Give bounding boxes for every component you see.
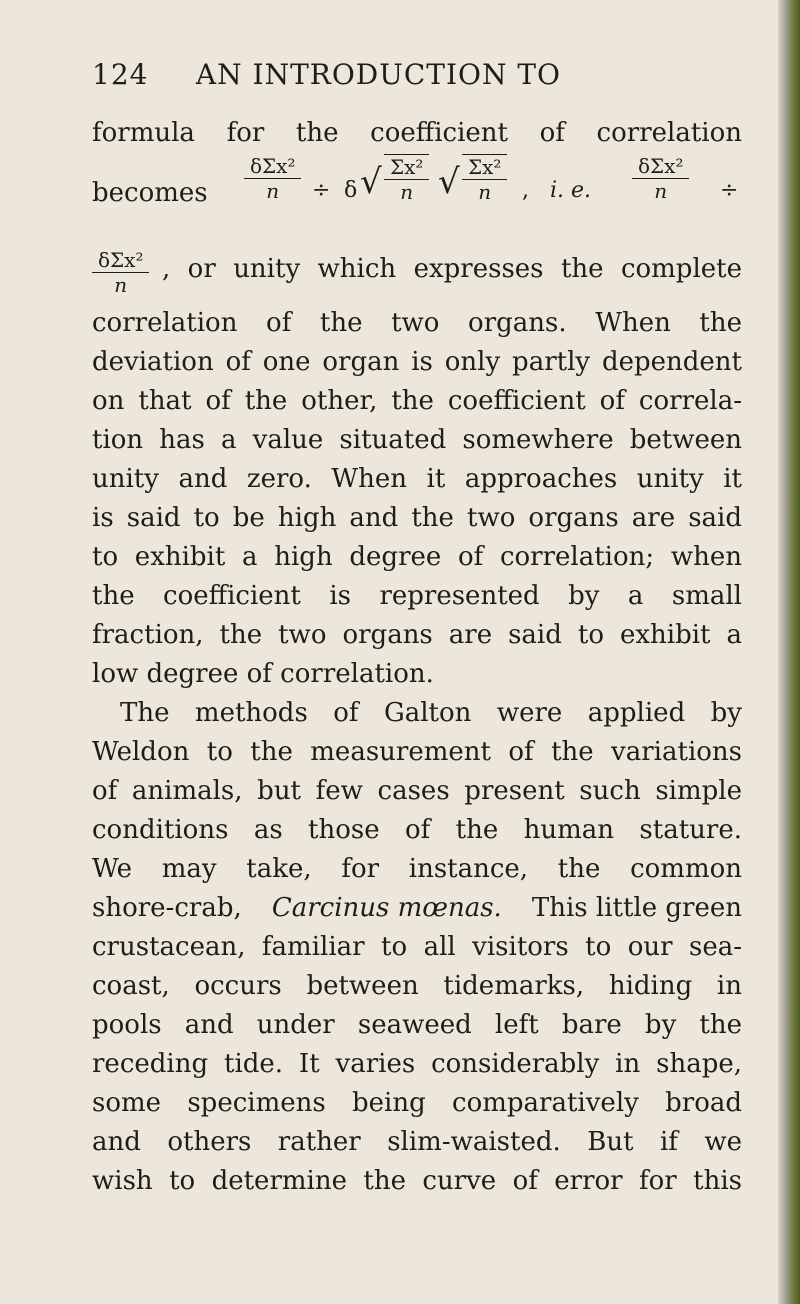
text-line: receding tide. It varies considerably in shape, — [92, 1049, 742, 1079]
text-line: coast, occurs between tidemarks, hiding in — [92, 971, 742, 1001]
text-line: deviation of one organ is only partly dependent — [92, 347, 742, 377]
text-line: The methods of Galton were applied by — [120, 698, 742, 728]
formula — [92, 140, 742, 250]
text-line: wish to determine the curve of error for this — [92, 1166, 742, 1196]
sqrt-icon: √ — [360, 162, 382, 202]
formula-sqrt-1 — [384, 154, 429, 204]
formula-fraction-1-den: n — [266, 179, 280, 203]
species-name: Carcinus mœnas. — [271, 893, 502, 923]
formula-fraction-1-num: δΣx² — [244, 154, 301, 179]
formula-div-1: ÷ — [312, 178, 331, 203]
formula-sqrt-2-num: Σx² — [462, 154, 507, 180]
text-line-part: This little green — [531, 893, 742, 923]
running-title: AN INTRODUCTION TO — [195, 58, 561, 91]
formula-sqrt-1-num: Σx² — [384, 154, 429, 180]
text-line: Weldon to the measurement of the variations — [92, 737, 742, 767]
text-line: on that of the other, the coefficient of correla- — [92, 386, 742, 416]
formula-comma: , — [522, 178, 529, 203]
formula-sqrt-1-den: n — [400, 180, 414, 204]
formula-ie: i. e. — [550, 178, 592, 203]
page-edge — [778, 0, 800, 1304]
formula-line-3 — [92, 248, 742, 298]
formula-sqrt-2 — [462, 154, 507, 204]
text-line: conditions as those of the human stature. — [92, 815, 742, 845]
formula-fraction-2-den: n — [654, 179, 668, 203]
text-line: is said to be high and the two organs are said — [92, 503, 742, 533]
text-line: We may take, for instance, the common — [92, 854, 742, 884]
formula-fraction-3 — [92, 248, 149, 297]
text-line: some specimens being comparatively broad — [92, 1088, 742, 1118]
formula-fraction-2-num: δΣx² — [632, 154, 689, 179]
formula-div-2: ÷ — [720, 178, 739, 203]
text-line: unity and zero. When it approaches unity it — [92, 464, 742, 494]
text-line: low degree of correlation. — [92, 659, 434, 689]
formula-line-3-text: , or unity which expresses the complete — [162, 254, 742, 284]
text-line: and others rather slim-waisted. But if we — [92, 1127, 742, 1157]
text-line-formula: formula for the coefficient of correlation — [92, 118, 742, 148]
text-line-part: shore-crab, — [92, 893, 242, 923]
text-line: tion has a value situated somewhere between — [92, 425, 742, 455]
text-line: to exhibit a high degree of correlation; when — [92, 542, 742, 572]
formula-delta: δ — [344, 178, 358, 203]
sqrt-icon: √ — [438, 162, 460, 202]
formula-fraction-3-num: δΣx² — [92, 248, 149, 273]
formula-sqrt-2-den: n — [478, 180, 492, 204]
text-line: of animals, but few cases present such simple — [92, 776, 742, 806]
text-line: crustacean, familiar to all visitors to our sea- — [92, 932, 742, 962]
formula-fraction-1 — [244, 154, 301, 203]
page-header — [92, 58, 612, 91]
text-line: fraction, the two organs are said to exhibit a — [92, 620, 742, 650]
formula-fraction-2 — [632, 154, 689, 203]
page-number: 124 — [92, 58, 149, 91]
formula-becomes: becomes — [92, 178, 208, 208]
text-line: pools and under seaweed left bare by the — [92, 1010, 742, 1040]
formula-fraction-3-den: n — [114, 273, 128, 297]
text-line: the coefficient is represented by a small — [92, 581, 742, 611]
text-line — [92, 889, 742, 928]
text-line: correlation of the two organs. When the — [92, 308, 742, 338]
